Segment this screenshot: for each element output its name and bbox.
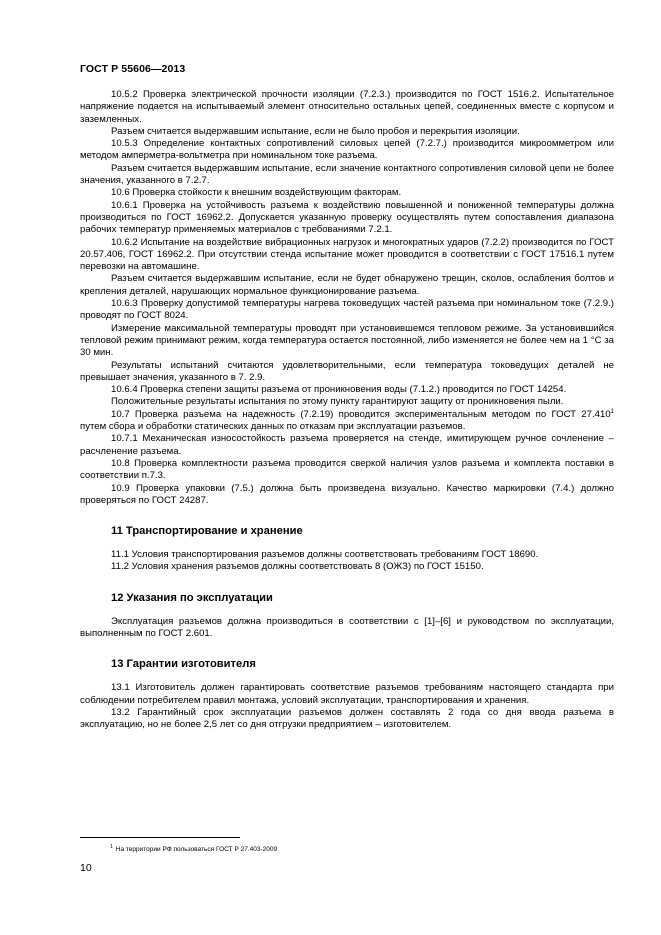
footnote — [110, 843, 277, 854]
paragraph-13-1: 13.1 Изготовитель должен гарантировать соответствие разъемов требованиям настоящего стандарта при соблюдении потребителем правил монтажа, условий эксплуатации, транспортирования и хранения. — [80, 682, 614, 706]
paragraph-10-8: 10.8 Проверка комплектности разъема проводится сверкой наличия узлов разъема и комплекта поставки в соответствии п.7.3. — [80, 457, 614, 482]
paragraph-10-6: 10.6 Проверка стойкости к внешним воздействующим факторам. — [111, 187, 402, 199]
paragraph-10-6-1: 10.6.1 Проверка на устойчивость разъема к воздействию повышенной и пониженной температуры должна производиться по ГОСТ 16962.2. Допускается указанную проверку осуществлять путем сопоставления диапазона рабочих температур применяемых материалов с требованиями 7.2.1. — [80, 199, 614, 236]
paragraph: Разъем считается выдержавшим испытание, если значение контактного сопротивления силовой цепи не более значения, указанного в 7.2.7. — [80, 162, 614, 187]
document-body — [80, 89, 614, 731]
footnote-divider — [80, 837, 240, 838]
paragraph-10-6-3: 10.6.3 Проверку допустимой температуры нагрева токоведущих частей разъема при номинальном токе (7.2.9.) проводят по ГОСТ 8024. — [80, 298, 614, 322]
paragraph-10-5-2: 10.5.2 Проверка электрической прочности изоляции (7.2.3.) производится по ГОСТ 1516.2. Испытательное напряжение подается на испытываемый элемент относительно остальных цепей, соединенных вместе с корпусом и заземленных. — [80, 89, 614, 125]
paragraph: Положительные результаты испытания по этому пункту гарантируют защиту от проникновения пыли. — [111, 396, 564, 408]
section-heading-11: 11 Транспортирование и хранение — [111, 525, 303, 538]
section-heading-12: 12 Указания по эксплуатации — [111, 591, 273, 604]
footnote-text: На территории РФ пользоваться ГОСТ Р 27.403-2009 — [115, 846, 278, 854]
footnote-reference[interactable]: 1 — [610, 408, 614, 415]
footnote-mark: 1 — [110, 844, 113, 850]
paragraph-13-2: 13.2 Гарантийный срок эксплуатации разъемов должен составлять 2 года со дня ввода разъема в эксплуатацию, но не более 2,5 лет со дня отгрузки предприятием – изготовителем. — [80, 706, 614, 731]
paragraph: Разъем считается выдержавшим испытание, если не было пробоя и перекрытия изоляции. — [111, 125, 520, 137]
document-header: ГОСТ Р 55606—2013 — [80, 63, 186, 75]
paragraph-10-6-2: 10.6.2 Испытание на воздействие вибрационных нагрузок и многократных ударов (7.2.2) производится по ГОСТ 20.57.406, ГОСТ 16962.2. При отсутствии стенда испытание может проводится в соответствии с ГОСТ 17516.1 путем перевозки на автомашине. — [80, 236, 614, 273]
paragraph-10-5-3: 10.5.3 Определение контактных сопротивлений силовых цепей (7.2.7.) производится микроомметром или методом амперметра-вольтметра при номинальном токе разъема. — [80, 138, 614, 162]
paragraph-text: 10.7 Проверка разъема на надежность (7.2.19) проводится экспериментальным методом по ГОСТ 27.410 — [111, 408, 611, 420]
paragraph: Разъем считается выдержавшим испытание, если не будет обнаружено трещин, сколов, ослабления болтов и крепления деталей, нарушающих нормальное функционирование разъема. — [80, 273, 614, 297]
paragraph-10-7-1: 10.7.1 Механическая износостойкость разъема проверяется на стенде, имитирующем ручное сочленение – расчленение разъема. — [80, 433, 614, 457]
paragraph-text: путем сбора и обработки статических данных по отказам при эксплуатации разъемов. — [80, 421, 466, 433]
paragraph: Результаты испытаний считаются удовлетворительными, если температура токоведущих деталей не превышает значения, указанного в 7. 2.9. — [80, 359, 614, 383]
section-heading-13: 13 Гарантии изготовителя — [111, 658, 256, 671]
paragraph: Измерение максимальной температуры проводят при установившемся тепловом режиме. За установившийся тепловой режим принимают режим, когда температура остается постоянной, либо изменяется не более чем на 1 °С за 30 мин. — [80, 322, 614, 359]
paragraph-11-1: 11.1 Условия транспортирования разъемов должны соответствовать требованиям ГОСТ 18690. — [111, 549, 539, 561]
paragraph-10-7 — [80, 409, 614, 434]
paragraph-12: Эксплуатация разъемов должна производиться в соответствии с [1]–[6] и руководством по эксплуатации, выполненным по ГОСТ 2.601. — [80, 615, 614, 639]
page-number: 10 — [80, 862, 92, 874]
paragraph-11-2: 11.2 Условия хранения разъемов должны соответствовать 8 (ОЖЗ) по ГОСТ 15150. — [111, 561, 484, 573]
paragraph-10-9: 10.9 Проверка упаковки (7.5.) должна быть произведена визуально. Качество маркировки (7.4.) должно проверяться по ГОСТ 24287. — [80, 482, 614, 506]
paragraph-10-6-4: 10.6.4 Проверка степени защиты разъема от проникновения воды (7.1.2.) проводится по ГОСТ 14254. — [111, 384, 567, 396]
